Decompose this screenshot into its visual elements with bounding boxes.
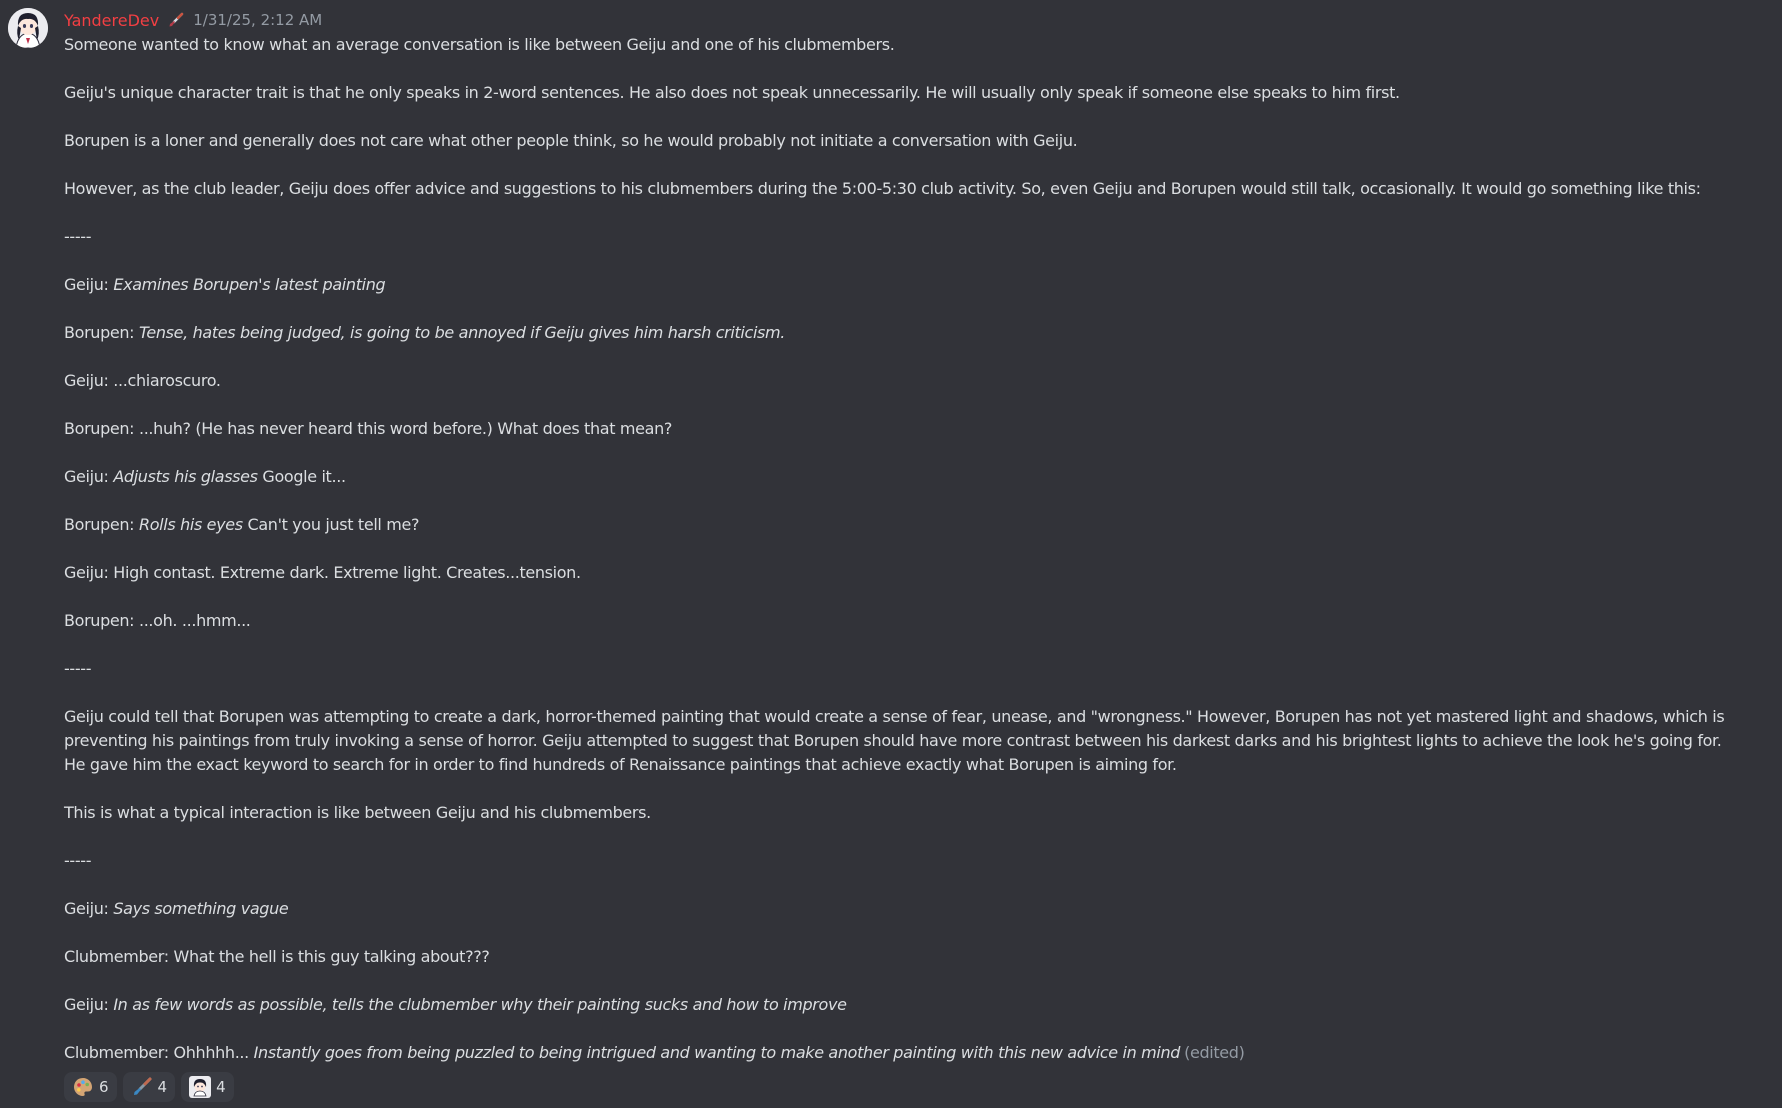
reactions-bar (64, 1072, 1742, 1102)
paintbrush-icon[interactable] (165, 10, 187, 30)
edited-label: (edited) (1184, 1043, 1245, 1062)
spoken-text: Can't you just tell me? (242, 515, 420, 534)
message-content (64, 33, 1742, 1065)
speaker-label: Borupen: (64, 323, 139, 342)
palette-icon (72, 1076, 94, 1098)
action-text: Says something vague (113, 899, 289, 918)
reaction-count: 4 (216, 1078, 226, 1096)
author-username[interactable]: YandereDev (64, 10, 160, 30)
paintbrush-icon (131, 1076, 153, 1098)
spoken-text: Clubmember: Ohhhhh... (64, 1043, 254, 1062)
paragraph-intro: Someone wanted to know what an average conversation is like between Geiju and one of his clubmembers. (64, 35, 895, 54)
paragraph-explain: Geiju could tell that Borupen was attempting to create a dark, horror-themed painting that would create a sense of fear, unease, and "wrongness." However, Borupen has not yet mastered light and shadows, which is preventing his paintings from truly invoking a sense of horror. Geiju attempted to suggest that Borupen should have more contrast between his darkest darks and his brightest lights to achieve the look he's going for. He gave him the exact keyword to search for in order to find hundreds of Renaissance paintings that achieve exactly what Borupen is aiming for. (64, 707, 1725, 774)
dialogue-line: Geiju: High contast. Extreme dark. Extreme light. Creates...tension. (64, 563, 581, 582)
dialogue-line: Geiju: ...chiaroscuro. (64, 371, 221, 390)
message-header (64, 9, 1742, 31)
dialogue-line: Borupen: ...huh? (He has never heard this word before.) What does that mean? (64, 419, 673, 438)
action-text: In as few words as possible, tells the clubmember why their painting sucks and how to improve (113, 995, 847, 1014)
anime-avatar-icon (8, 8, 48, 48)
reaction-palette[interactable] (64, 1072, 117, 1102)
author-avatar[interactable] (8, 8, 48, 48)
chat-message (64, 9, 1742, 1102)
dialogue-line: Borupen: ...oh. ...hmm... (64, 611, 251, 630)
reaction-paintbrush[interactable] (123, 1072, 176, 1102)
speaker-label: Borupen: (64, 515, 139, 534)
paragraph-trait: Geiju's unique character trait is that he only speaks in 2-word sentences. He also does not speak unnecessarily. He will usually only speak if someone else speaks to him first. (64, 83, 1400, 102)
action-text: Adjusts his glasses (113, 467, 258, 486)
action-text: Instantly goes from being puzzled to being intrigued and wanting to make another painting with this new advice in mind (253, 1043, 1181, 1062)
dialogue-line (64, 273, 1742, 297)
separator: ----- (64, 851, 92, 870)
separator: ----- (64, 659, 92, 678)
dialogue-line (64, 897, 1742, 921)
paragraph-typical: This is what a typical interaction is like between Geiju and his clubmembers. (64, 803, 651, 822)
speaker-label: Geiju: (64, 899, 114, 918)
speaker-label: Geiju: (64, 467, 114, 486)
dialogue-line: Clubmember: What the hell is this guy talking about??? (64, 947, 490, 966)
anime-character-icon (189, 1076, 211, 1098)
paragraph-however: However, as the club leader, Geiju does offer advice and suggestions to his clubmembers during the 5:00-5:30 club activity. So, even Geiju and Borupen would still talk, occasionally. It would go something like this: (64, 179, 1701, 198)
action-text: Examines Borupen's latest painting (113, 275, 386, 294)
action-text: Rolls his eyes (138, 515, 243, 534)
dialogue-line (64, 513, 1742, 537)
dialogue-line (64, 1041, 1742, 1065)
action-text: Tense, hates being judged, is going to be annoyed if Geiju gives him harsh criticism. (138, 323, 786, 342)
reaction-character[interactable] (181, 1072, 234, 1102)
reaction-count: 4 (157, 1078, 168, 1096)
paragraph-loner: Borupen is a loner and generally does not care what other people think, so he would probably not initiate a conversation with Geiju. (64, 131, 1078, 150)
speaker-label: Geiju: (64, 275, 114, 294)
spoken-text: Google it... (257, 467, 346, 486)
reaction-count: 6 (99, 1078, 109, 1096)
speaker-label: Geiju: (64, 995, 114, 1014)
dialogue-line (64, 321, 1742, 345)
message-timestamp[interactable]: 1/31/25, 2:12 AM (193, 11, 323, 29)
dialogue-line (64, 465, 1742, 489)
separator: ----- (64, 227, 92, 246)
dialogue-line (64, 993, 1742, 1017)
